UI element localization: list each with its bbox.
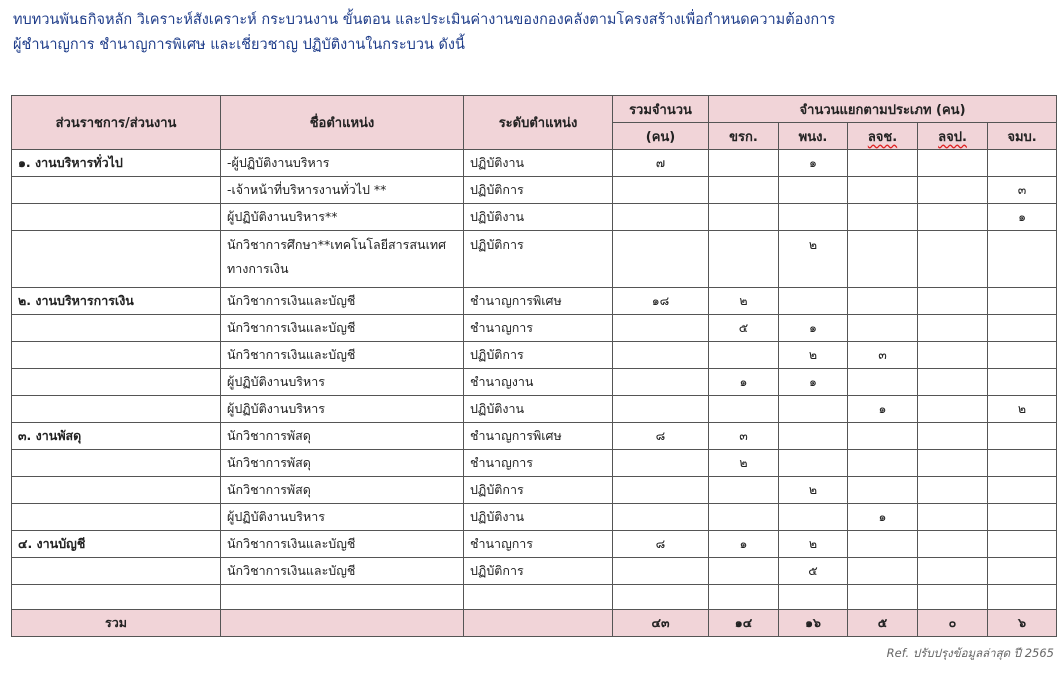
level-cell: ชำนาญการ [464,450,613,477]
level-cell: ปฏิบัติการ [464,342,613,369]
header-type-3-text: ลจช. [867,129,898,145]
level-cell: ปฏิบัติการ [464,477,613,504]
total-cell [613,204,709,231]
table-body [12,150,1057,585]
type-1-cell: ๕ [709,315,779,342]
type-2-cell [779,177,848,204]
position-cell: นักวิชาการพัสดุ [221,423,464,450]
type-4-cell [918,423,988,450]
total-type-5: ๖ [988,610,1057,637]
type-3-cell [848,288,918,315]
type-3-cell [848,315,918,342]
position-cell: นักวิชาการเงินและบัญชี [221,288,464,315]
total-cell [613,369,709,396]
type-4-cell [918,177,988,204]
blank-row [12,585,1057,610]
type-4-cell [918,531,988,558]
unit-cell [12,477,221,504]
position-cell: นักวิชาการเงินและบัญชี [221,342,464,369]
type-5-cell [988,315,1057,342]
unit-cell [12,231,221,288]
table-cell [12,585,221,610]
table-row [12,504,1057,531]
type-5-cell [988,531,1057,558]
type-1-cell: ๒ [709,450,779,477]
level-cell: ชำนาญการพิเศษ [464,288,613,315]
unit-cell [12,315,221,342]
type-5-cell [988,369,1057,396]
type-2-cell [779,504,848,531]
table-row [12,423,1057,450]
total-type-2: ๑๖ [779,610,848,637]
type-3-cell [848,204,918,231]
type-1-cell: ๓ [709,423,779,450]
type-4-cell [918,231,988,288]
header-total-line1: รวมจำนวน [629,102,692,118]
header-type-5: จมบ. [988,123,1057,150]
header-total-unit: (คน) [613,123,709,150]
type-3-cell [848,531,918,558]
level-cell: ปฏิบัติงาน [464,396,613,423]
level-cell: ปฏิบัติงาน [464,204,613,231]
type-1-cell: ๑ [709,369,779,396]
unit-cell [12,204,221,231]
type-5-cell [988,231,1057,288]
level-cell: ชำนาญการพิเศษ [464,423,613,450]
table-row [12,315,1057,342]
position-cell: นักวิชาการศึกษา**เทคโนโลยีสารสนเทศทางการเงิน [221,231,464,288]
table-cell [918,585,988,610]
table-cell [988,585,1057,610]
unit-cell [12,558,221,585]
type-2-cell: ๒ [779,477,848,504]
header-level: ระดับตำแหน่ง [464,96,613,150]
unit-cell: ๓. งานพัสดุ [12,423,221,450]
level-cell: ปฏิบัติงาน [464,504,613,531]
type-4-cell [918,315,988,342]
type-2-cell: ๑ [779,315,848,342]
type-1-cell [709,150,779,177]
total-type-4: ๐ [918,610,988,637]
reference-note: Ref. ปรับปรุงข้อมูลล่าสุด ปี 2565 [886,646,1054,660]
type-1-cell [709,396,779,423]
type-1-cell [709,504,779,531]
type-4-cell [918,558,988,585]
header-type-2: พนง. [779,123,848,150]
unit-cell [12,177,221,204]
type-1-cell [709,204,779,231]
type-4-cell [918,342,988,369]
unit-cell: ๒. งานบริหารการเงิน [12,288,221,315]
table-row [12,231,1057,288]
unit-cell: ๑. งานบริหารทั่วไป [12,150,221,177]
type-3-cell [848,369,918,396]
header-type-4-text: ลจป. [938,129,967,145]
type-5-cell [988,477,1057,504]
type-2-cell [779,423,848,450]
type-2-cell [779,288,848,315]
position-cell: นักวิชาการเงินและบัญชี [221,315,464,342]
type-4-cell [918,288,988,315]
header-unit: ส่วนราชการ/ส่วนงาน [12,96,221,150]
level-cell: ชำนาญงาน [464,369,613,396]
type-3-cell [848,177,918,204]
type-5-cell [988,150,1057,177]
table-cell [221,585,464,610]
table-row [12,288,1057,315]
total-type-3: ๕ [848,610,918,637]
header-total [613,96,709,123]
type-4-cell [918,150,988,177]
type-4-cell [918,369,988,396]
type-1-cell: ๑ [709,531,779,558]
staffing-table [11,95,1057,637]
level-cell: ชำนาญการ [464,531,613,558]
type-1-cell [709,477,779,504]
level-cell: ปฏิบัติการ [464,558,613,585]
type-2-cell: ๑ [779,150,848,177]
header-position: ชื่อตำแหน่ง [221,96,464,150]
table-row [12,369,1057,396]
intro-line-2: ผู้ชำนาญการ ชำนาญการพิเศษ และเชี่ยวชาญ ปฏิบัติงานในกระบวน ดังนี้ [13,37,465,53]
unit-cell [12,396,221,423]
level-cell: ชำนาญการ [464,315,613,342]
type-3-cell: ๓ [848,342,918,369]
type-5-cell: ๓ [988,177,1057,204]
total-cell: ๑๘ [613,288,709,315]
position-cell: นักวิชาการเงินและบัญชี [221,531,464,558]
header-type-4 [918,123,988,150]
type-3-cell [848,231,918,288]
type-5-cell: ๒ [988,396,1057,423]
type-4-cell [918,477,988,504]
unit-cell: ๔. งานบัญชี [12,531,221,558]
header-breakdown: จำนวนแยกตามประเภท (คน) [709,96,1057,123]
type-3-cell [848,150,918,177]
type-5-cell: ๑ [988,204,1057,231]
position-cell: นักวิชาการเงินและบัญชี [221,558,464,585]
type-4-cell [918,450,988,477]
table-footer [12,585,1057,637]
table-row [12,450,1057,477]
level-cell: ปฏิบัติงาน [464,150,613,177]
type-3-cell: ๑ [848,504,918,531]
type-3-cell [848,423,918,450]
position-cell: นักวิชาการพัสดุ [221,450,464,477]
table-row [12,177,1057,204]
total-cell [613,558,709,585]
type-3-cell: ๑ [848,396,918,423]
position-cell: ผู้ปฏิบัติงานบริหาร** [221,204,464,231]
table-cell [709,585,779,610]
type-4-cell [918,204,988,231]
total-cell [613,477,709,504]
total-row [12,610,1057,637]
table-cell [848,585,918,610]
table-row [12,150,1057,177]
total-cell [613,396,709,423]
position-cell: ผู้ปฏิบัติงานบริหาร [221,504,464,531]
level-cell: ปฏิบัติการ [464,177,613,204]
header-type-1: ขรก. [709,123,779,150]
total-sum: ๔๓ [613,610,709,637]
type-3-cell [848,477,918,504]
table-cell [464,610,613,637]
type-2-cell: ๒ [779,231,848,288]
position-cell: ผู้ปฏิบัติงานบริหาร [221,369,464,396]
header-type-3 [848,123,918,150]
unit-cell [12,342,221,369]
total-cell: ๘ [613,531,709,558]
position-cell: -เจ้าหน้าที่บริหารงานทั่วไป ** [221,177,464,204]
table-row [12,204,1057,231]
total-cell [613,450,709,477]
type-2-cell: ๒ [779,342,848,369]
unit-cell [12,504,221,531]
type-5-cell [988,504,1057,531]
type-1-cell [709,231,779,288]
type-1-cell: ๒ [709,288,779,315]
type-3-cell [848,558,918,585]
table-cell [464,585,613,610]
total-cell [613,177,709,204]
total-cell [613,315,709,342]
table-row [12,396,1057,423]
total-cell: ๗ [613,150,709,177]
total-type-1: ๑๔ [709,610,779,637]
type-5-cell [988,558,1057,585]
intro-text [13,8,1053,58]
total-cell [613,342,709,369]
type-1-cell [709,342,779,369]
type-1-cell [709,558,779,585]
type-3-cell [848,450,918,477]
table-cell [613,585,709,610]
total-cell [613,504,709,531]
unit-cell [12,369,221,396]
position-cell: -ผู้ปฏิบัติงานบริหาร [221,150,464,177]
table-cell [221,610,464,637]
type-2-cell: ๑ [779,369,848,396]
total-cell: ๘ [613,423,709,450]
type-4-cell [918,504,988,531]
type-1-cell [709,177,779,204]
position-cell: นักวิชาการพัสดุ [221,477,464,504]
type-2-cell [779,396,848,423]
type-2-cell: ๕ [779,558,848,585]
table-row [12,531,1057,558]
table-row [12,558,1057,585]
type-2-cell: ๒ [779,531,848,558]
type-2-cell [779,204,848,231]
level-cell: ปฏิบัติการ [464,231,613,288]
intro-line-1: ทบทวนพันธกิจหลัก วิเคราะห์สังเคราะห์ กระบวนงาน ขั้นตอน และประเมินค่างานของกองคลังตามโครงสร้างเพื่อกำหนดความต้องการ [13,12,836,28]
type-5-cell [988,288,1057,315]
type-5-cell [988,342,1057,369]
type-5-cell [988,450,1057,477]
table-row [12,342,1057,369]
total-label: รวม [12,610,221,637]
position-cell: ผู้ปฏิบัติงานบริหาร [221,396,464,423]
table-cell [779,585,848,610]
table-row [12,477,1057,504]
type-4-cell [918,396,988,423]
type-2-cell [779,450,848,477]
type-5-cell [988,423,1057,450]
total-cell [613,231,709,288]
unit-cell [12,450,221,477]
